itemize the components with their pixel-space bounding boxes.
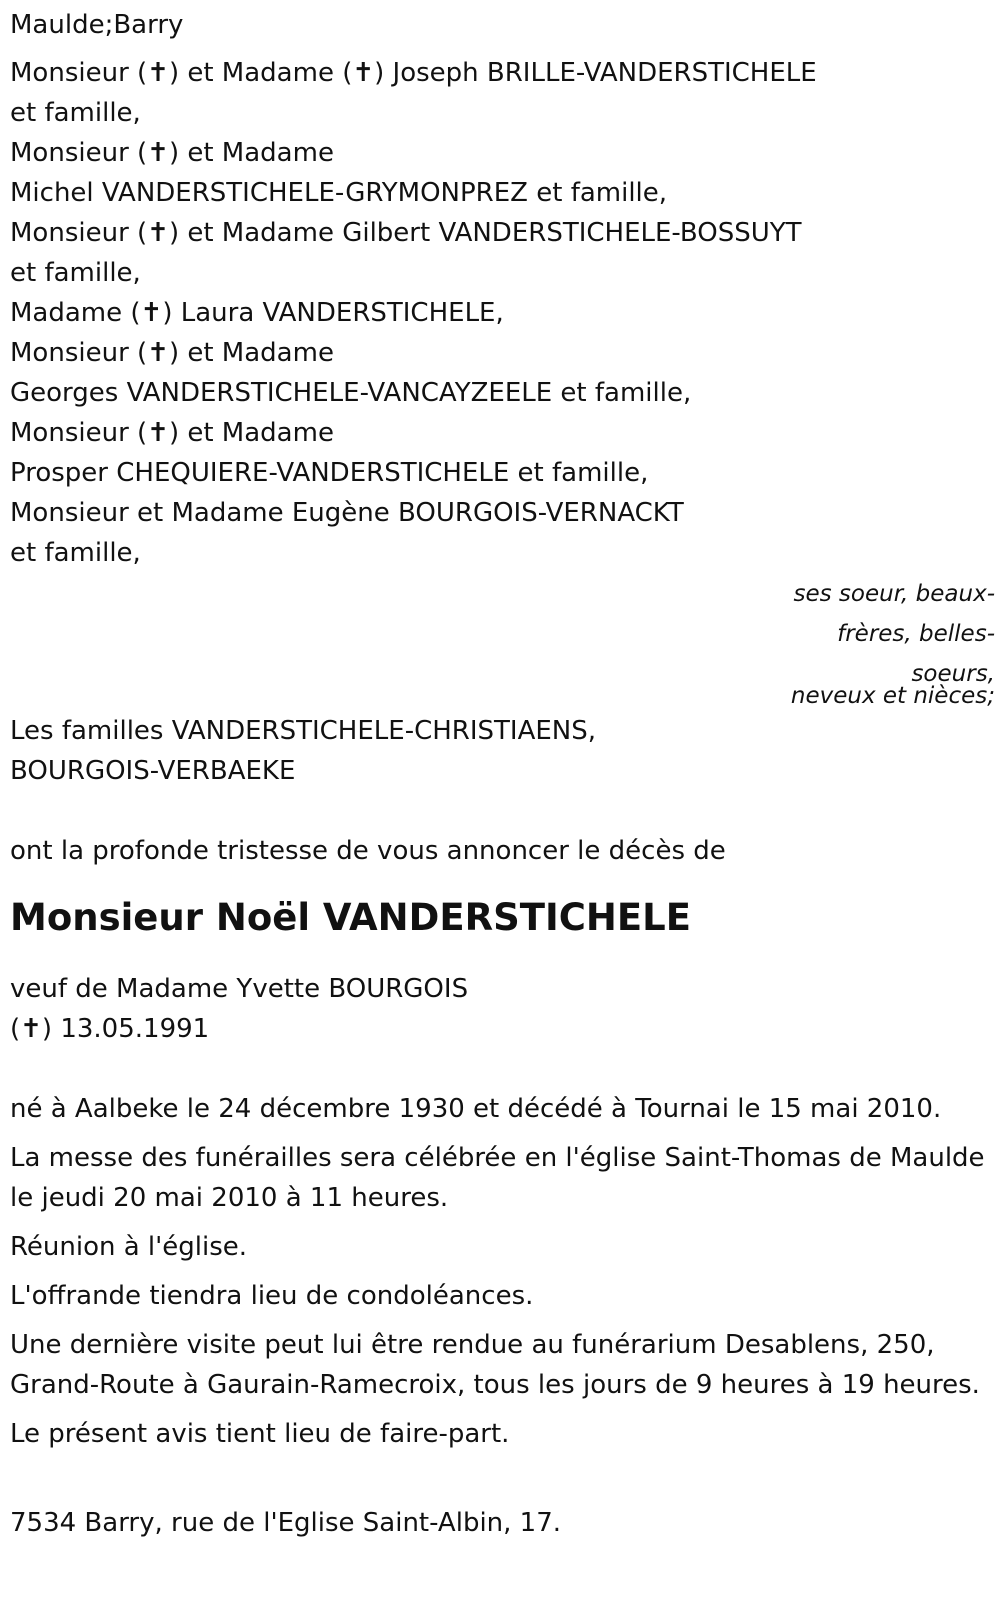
relation-block	[10, 573, 995, 709]
visit-paragraph: Une dernière visite peut lui être rendue au funérarium Desablens, 250, Grand-Route à Gaurain-Ramecroix, tous les jours de 9 heures à 19 heures.	[10, 1330, 980, 1400]
relation-line: soeurs,	[911, 661, 995, 687]
announcement-text: ont la profonde tristesse de vous annoncer le décès de	[10, 836, 726, 866]
family-line: Monsieur et Madame Eugène BOURGOIS-VERNACKT	[10, 498, 684, 528]
other-family-line: Les familles VANDERSTICHELE-CHRISTIAENS,	[10, 716, 597, 746]
address-line: 7534 Barry, rue de l'Eglise Saint-Albin, 17.	[10, 1508, 562, 1538]
family-line: Georges VANDERSTICHELE-VANCAYZEELE et famille,	[10, 378, 692, 408]
details-list	[10, 1089, 995, 1454]
family-line: Monsieur (✝) et Madame (✝) Joseph BRILLE-VANDERSTICHELE	[10, 58, 817, 88]
location-header: Maulde;Barry	[10, 10, 184, 40]
family-line: Prosper CHEQUIERE-VANDERSTICHELE et famille,	[10, 458, 649, 488]
family-line: et famille,	[10, 98, 141, 128]
notice-paragraph: Le présent avis tient lieu de faire-part.	[10, 1419, 510, 1449]
other-family-line: BOURGOIS-VERBAEKE	[10, 756, 296, 786]
family-line: et famille,	[10, 258, 141, 288]
family-line: Michel VANDERSTICHELE-GRYMONPREZ et famille,	[10, 178, 668, 208]
family-line: Monsieur (✝) et Madame	[10, 418, 334, 448]
offering-paragraph: L'offrande tiendra lieu de condoléances.	[10, 1281, 534, 1311]
meeting-paragraph: Réunion à l'église.	[10, 1232, 248, 1262]
deceased-name: Monsieur Noël VANDERSTICHELE	[10, 896, 691, 939]
family-line: Monsieur (✝) et Madame	[10, 338, 334, 368]
relation-line: ses soeur, beaux-	[793, 581, 995, 607]
other-families	[10, 711, 995, 791]
spouse-death-date: (✝) 13.05.1991	[10, 1014, 210, 1044]
family-line: Madame (✝) Laura VANDERSTICHELE,	[10, 298, 504, 328]
family-line: Monsieur (✝) et Madame Gilbert VANDERSTICHELE-BOSSUYT	[10, 218, 802, 248]
funeral-mass-paragraph: La messe des funérailles sera célébrée en l'église Saint-Thomas de Maulde le jeudi 20 mai 2010 à 11 heures.	[10, 1143, 985, 1213]
spouse-line: veuf de Madame Yvette BOURGOIS	[10, 974, 469, 1004]
family-line: Monsieur (✝) et Madame	[10, 138, 334, 168]
birth-death-paragraph: né à Aalbeke le 24 décembre 1930 et décédé à Tournai le 15 mai 2010.	[10, 1094, 942, 1124]
relation-line: frères, belles-	[837, 621, 995, 647]
family-list	[10, 53, 995, 573]
obituary-notice	[10, 0, 995, 1543]
family-line: et famille,	[10, 538, 141, 568]
relation-line: neveux et nièces;	[790, 683, 995, 709]
